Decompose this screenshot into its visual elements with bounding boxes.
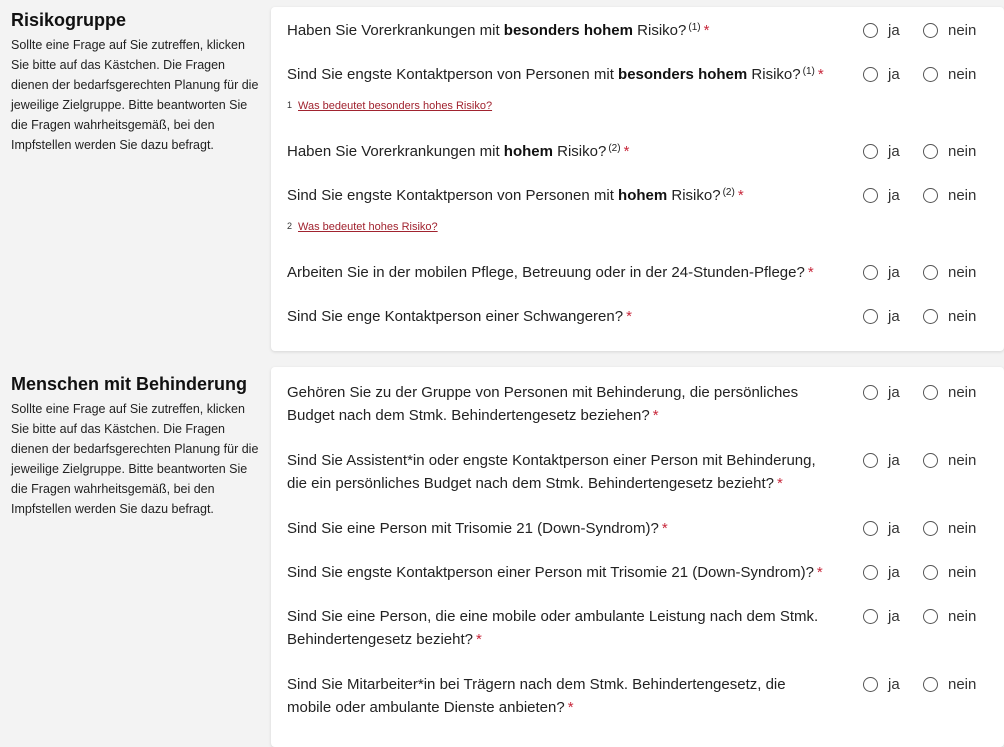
radio-nein[interactable] (923, 309, 938, 324)
radio-ja[interactable] (863, 609, 878, 624)
required-marker: * (626, 308, 632, 325)
option-ja[interactable]: ja (863, 517, 900, 540)
option-ja[interactable]: ja (863, 305, 900, 328)
radio-ja[interactable] (863, 521, 878, 536)
question-text: Sind Sie eine Person, die eine mobile oder ambulante Leistung nach dem Stmk. Behindertengesetz bezieht? * (287, 608, 819, 648)
section-title: Menschen mit Behinderung (11, 374, 248, 394)
option-nein[interactable]: nein (923, 381, 976, 404)
radio-ja[interactable] (863, 453, 878, 468)
option-nein[interactable]: nein (923, 184, 976, 207)
option-nein[interactable]: nein (923, 140, 976, 163)
required-marker: * (737, 187, 744, 204)
required-marker: * (661, 520, 668, 537)
radio-ja[interactable] (863, 385, 878, 400)
option-ja[interactable]: ja (863, 605, 900, 628)
question-text: Gehören Sie zu der Gruppe von Personen mit Behinderung, die persönliches Budget nach dem Stmk. Behindertengesetz beziehen? * (287, 384, 799, 424)
radio-ja[interactable] (863, 67, 878, 82)
option-ja[interactable]: ja (863, 449, 900, 472)
radio-nein[interactable] (923, 67, 938, 82)
footnote-link[interactable]: Was bedeutet besonders hohes Risiko? (298, 100, 493, 112)
question-card-behinderung (271, 367, 1004, 747)
answer-options (863, 381, 993, 404)
answer-options (863, 561, 993, 584)
question-text: Sind Sie Assistent*in oder engste Kontaktperson einer Person mit Behinderung, die ein persönliches Budget nach dem Stmk. Behindertengesetz bezieht? * (287, 452, 816, 492)
option-ja[interactable]: ja (863, 184, 900, 207)
answer-options (863, 517, 993, 540)
required-marker: * (807, 264, 814, 281)
section-description: Sollte eine Frage auf Sie zutreffen, klicken Sie bitte auf das Kästchen. Die Fragen dienen der bedarfsgerechten Planung für die jeweilige Zielgruppe. Bitte beantworten Sie die Fragen wahrheitsgemäß, bei den Impfstellen werden Sie dazu befragt. (11, 38, 259, 152)
radio-nein[interactable] (923, 453, 938, 468)
footnote: $^2$ Was bedeutet hohes Risiko? (287, 221, 438, 233)
radio-ja[interactable] (863, 565, 878, 580)
answer-options (863, 261, 993, 284)
question-text: Haben Sie Vorerkrankungen mit hohem Risiko? $^{(2)}$ * (287, 143, 630, 160)
answer-options (863, 605, 993, 628)
radio-ja[interactable] (863, 144, 878, 159)
option-ja[interactable]: ja (863, 261, 900, 284)
option-nein[interactable]: nein (923, 449, 976, 472)
radio-ja[interactable] (863, 309, 878, 324)
footnote: $^1$ Was bedeutet besonders hohes Risiko? (287, 100, 493, 112)
answer-options (863, 673, 993, 696)
question-text: Haben Sie Vorerkrankungen mit besonders hohem Risiko? $^{(1)}$ * (287, 22, 710, 39)
option-ja[interactable]: ja (863, 381, 900, 404)
answer-options (863, 19, 993, 42)
option-nein[interactable]: nein (923, 517, 976, 540)
section-description: Sollte eine Frage auf Sie zutreffen, klicken Sie bitte auf das Kästchen. Die Fragen dienen der bedarfsgerechten Planung für die jeweilige Zielgruppe. Bitte beantworten Sie die Fragen wahrheitsgemäß, bei den Impfstellen werden Sie dazu befragt. (11, 402, 259, 516)
question-text: Sind Sie engste Kontaktperson von Personen mit hohem Risiko? $^{(2)}$ * (287, 187, 744, 204)
radio-nein[interactable] (923, 188, 938, 203)
option-nein[interactable]: nein (923, 305, 976, 328)
option-nein[interactable]: nein (923, 19, 976, 42)
option-ja[interactable]: ja (863, 140, 900, 163)
radio-nein[interactable] (923, 521, 938, 536)
radio-ja[interactable] (863, 188, 878, 203)
required-marker: * (475, 631, 482, 648)
question-text: Sind Sie Mitarbeiter*in bei Trägern nach dem Stmk. Behindertengesetz, die mobile oder ambulante Dienste anbieten? * (287, 676, 786, 716)
radio-nein[interactable] (923, 385, 938, 400)
required-marker: * (776, 475, 783, 492)
option-nein[interactable]: nein (923, 673, 976, 696)
footnote-link[interactable]: Was bedeutet hohes Risiko? (298, 221, 438, 233)
option-nein[interactable]: nein (923, 261, 976, 284)
required-marker: * (703, 22, 710, 39)
question-text: Sind Sie engste Kontaktperson von Personen mit besonders hohem Risiko? $^{(1)}$ * (287, 66, 824, 83)
required-marker: * (567, 699, 574, 716)
option-nein[interactable]: nein (923, 63, 976, 86)
required-marker: * (623, 143, 630, 160)
question-text: Sind Sie eine Person mit Trisomie 21 (Down-Syndrom)? * (287, 520, 668, 537)
required-marker: * (816, 564, 823, 581)
required-marker: * (652, 407, 659, 424)
question-text: Sind Sie engste Kontaktperson einer Person mit Trisomie 21 (Down-Syndrom)? * (287, 564, 823, 581)
question-card-risikogruppe (271, 7, 1004, 351)
answer-options (863, 305, 993, 328)
section-sidebar-risikogruppe (11, 9, 261, 155)
option-nein[interactable]: nein (923, 561, 976, 584)
radio-nein[interactable] (923, 677, 938, 692)
question-text: Sind Sie enge Kontaktperson einer Schwangeren? * (287, 308, 632, 325)
radio-nein[interactable] (923, 265, 938, 280)
radio-ja[interactable] (863, 23, 878, 38)
option-nein[interactable]: nein (923, 605, 976, 628)
answer-options (863, 449, 993, 472)
option-ja[interactable]: ja (863, 561, 900, 584)
radio-ja[interactable] (863, 265, 878, 280)
section-sidebar-behinderung (11, 373, 261, 519)
radio-nein[interactable] (923, 609, 938, 624)
radio-ja[interactable] (863, 677, 878, 692)
option-ja[interactable]: ja (863, 63, 900, 86)
option-ja[interactable]: ja (863, 19, 900, 42)
radio-nein[interactable] (923, 23, 938, 38)
option-ja[interactable]: ja (863, 673, 900, 696)
answer-options (863, 184, 993, 207)
required-marker: * (817, 66, 824, 83)
question-text: Arbeiten Sie in der mobilen Pflege, Betreuung oder in der 24-Stunden-Pflege? * (287, 264, 814, 281)
radio-nein[interactable] (923, 565, 938, 580)
answer-options (863, 63, 993, 86)
section-title: Risikogruppe (11, 10, 127, 30)
radio-nein[interactable] (923, 144, 938, 159)
answer-options (863, 140, 993, 163)
